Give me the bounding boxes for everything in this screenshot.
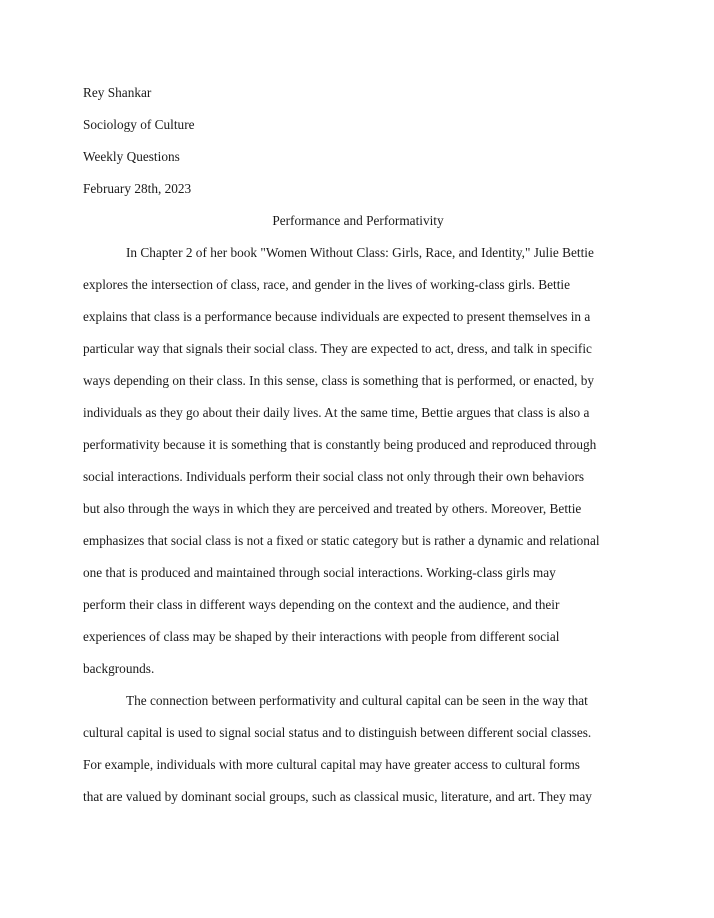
document-page	[83, 77, 633, 813]
paragraph-2	[83, 685, 633, 813]
paragraph-line: performativity because it is something that is constantly being produced and reproduced through	[83, 437, 597, 452]
paragraph-line: that are valued by dominant social groups, such as classical music, literature, and art. They may	[83, 789, 592, 804]
course-name: Sociology of Culture	[83, 117, 195, 132]
paragraph-line: experiences of class may be shaped by their interactions with people from different social	[83, 629, 560, 644]
paragraph-line: individuals as they go about their daily lives. At the same time, Bettie argues that class is also a	[83, 405, 590, 420]
author-name: Rey Shankar	[83, 85, 152, 100]
paragraph-line: The connection between performativity and cultural capital can be seen in the way that	[126, 693, 588, 708]
paragraph-line: In Chapter 2 of her book "Women Without Class: Girls, Race, and Identity," Julie Bettie	[126, 245, 594, 260]
paragraph-line: explains that class is a performance because individuals are expected to present themselves in a	[83, 309, 591, 324]
paragraph-1	[83, 237, 633, 685]
paragraph-line: emphasizes that social class is not a fixed or static category but is rather a dynamic and relational	[83, 533, 600, 548]
paragraph-line: perform their class in different ways depending on the context and the audience, and their	[83, 597, 560, 612]
paragraph-line: explores the intersection of class, race, and gender in the lives of working-class girls. Bettie	[83, 277, 571, 292]
paragraph-line: but also through the ways in which they are perceived and treated by others. Moreover, Bettie	[83, 501, 582, 516]
assignment-name: Weekly Questions	[83, 149, 180, 164]
paragraph-line: social interactions. Individuals perform their social class not only through their own behaviors	[83, 469, 585, 484]
paragraph-line: cultural capital is used to signal social status and to distinguish between different social classes.	[83, 725, 592, 740]
paragraph-line: backgrounds.	[83, 661, 155, 676]
paragraph-line: For example, individuals with more cultural capital may have greater access to cultural forms	[83, 757, 580, 772]
document-date: February 28th, 2023	[83, 181, 192, 196]
document-title: Performance and Performativity	[272, 213, 444, 228]
paragraph-line: ways depending on their class. In this sense, class is something that is performed, or enacted, by	[83, 373, 595, 388]
paragraph-line: particular way that signals their social class. They are expected to act, dress, and talk in specific	[83, 341, 592, 356]
paragraph-line: one that is produced and maintained through social interactions. Working-class girls may	[83, 565, 556, 580]
